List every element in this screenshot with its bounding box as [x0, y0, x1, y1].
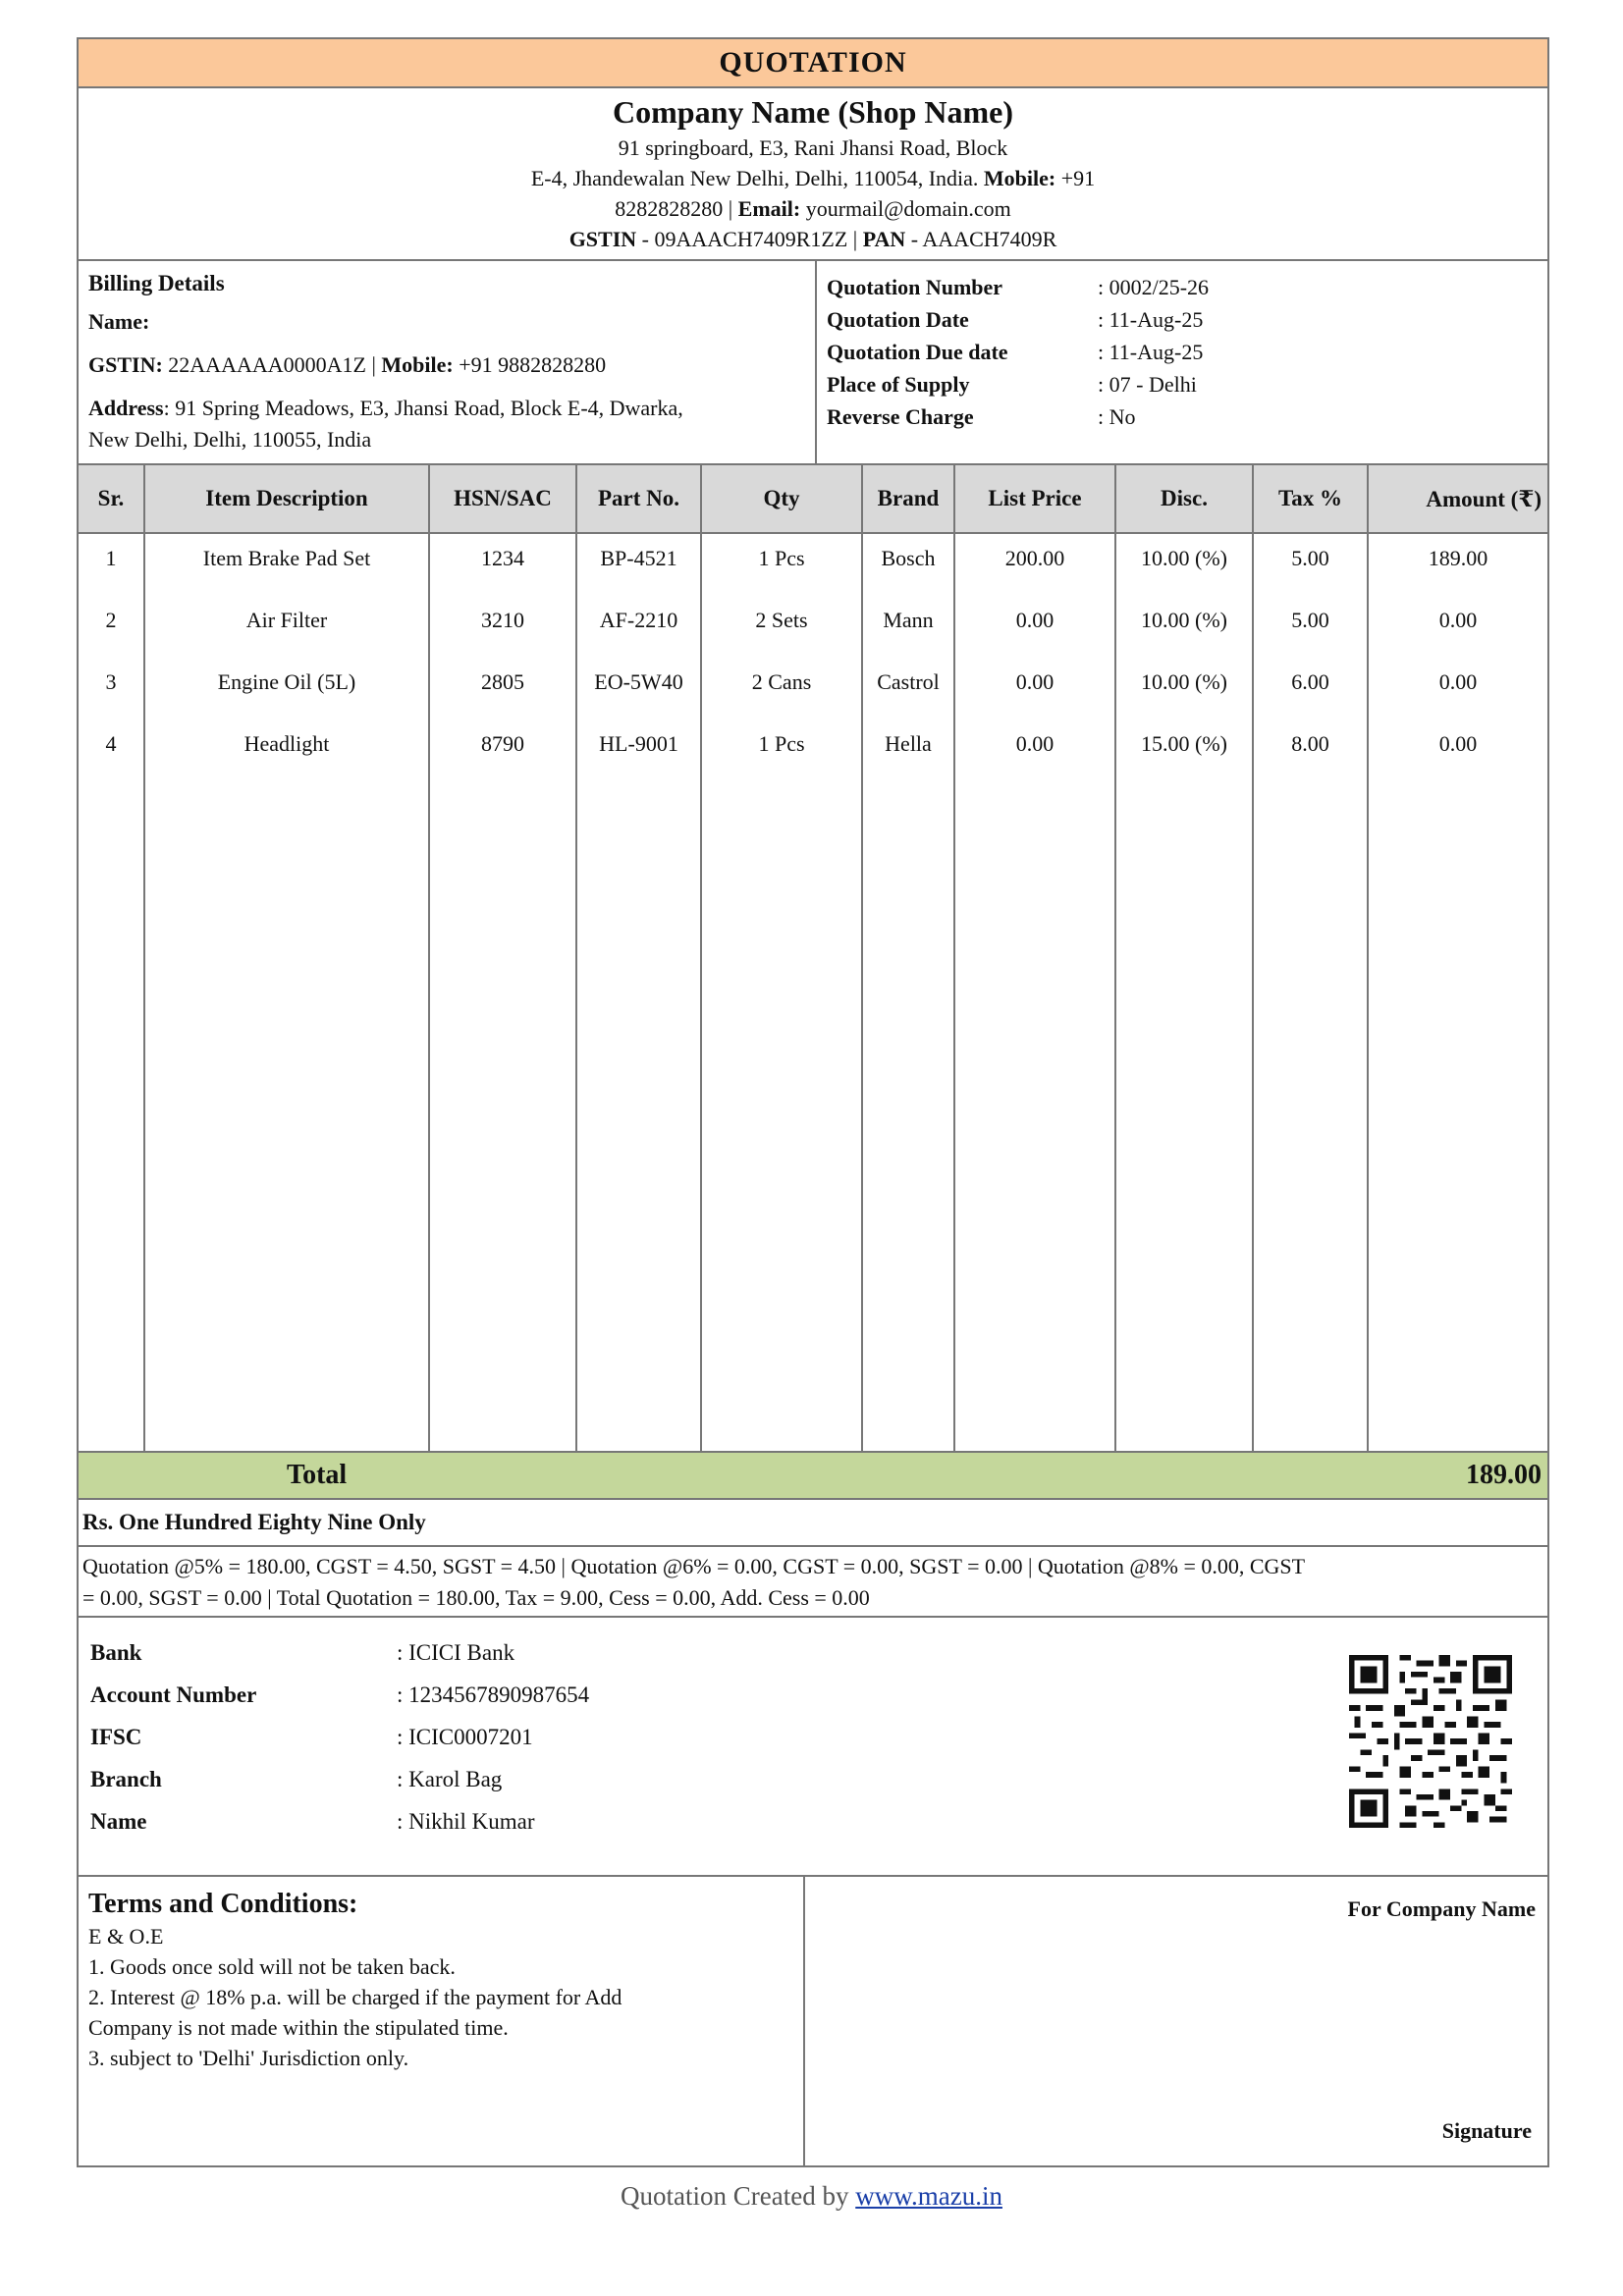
billing-address-row — [88, 393, 805, 455]
place-of-supply-label: Place of Supply — [827, 371, 970, 397]
cell-list-price: 0.00 — [954, 596, 1115, 658]
cell-item-description: Headlight — [144, 720, 429, 781]
reverse-charge-row — [827, 400, 1538, 433]
cell-sr: 4 — [79, 720, 144, 781]
cell-part-no: AF-2210 — [576, 596, 701, 658]
company-pan-label: PAN — [862, 227, 906, 251]
account-name-value: : Nikhil Kumar — [397, 1808, 535, 1834]
quotation-due-date-row — [827, 336, 1538, 368]
account-number-label: Account Number — [90, 1682, 257, 1707]
place-of-supply-row — [827, 368, 1538, 400]
cell-amount: 0.00 — [1438, 669, 1478, 694]
cell-tax: 6.00 — [1253, 658, 1368, 720]
company-mobile-label: Mobile: — [983, 166, 1056, 190]
footer-link[interactable]: www.mazu.in — [855, 2181, 1002, 2211]
cell-hsn-sac: 8790 — [429, 720, 576, 781]
bank-row — [90, 1631, 1536, 1674]
cell-qty: 2 Sets — [701, 596, 862, 658]
col-header-sr: Sr. — [79, 465, 144, 533]
billing-details — [79, 261, 817, 463]
account-number-value: : 1234567890987654 — [397, 1682, 590, 1707]
col-header-item-description: Item Description — [144, 465, 429, 533]
for-company-label: For Company Name — [1347, 1896, 1536, 1921]
ifsc-value: : ICIC0007201 — [397, 1724, 533, 1749]
bank-value: : ICICI Bank — [397, 1639, 515, 1665]
terms-line: E & O.E — [88, 1924, 164, 1949]
cell-part-no: BP-4521 — [576, 533, 701, 596]
col-header-tax: Tax % — [1253, 465, 1368, 533]
billing-gstin: 22AAAAAA0000A1Z — [168, 352, 366, 377]
col-header-part-no: Part No. — [576, 465, 701, 533]
cell-sr: 1 — [79, 533, 144, 596]
cell-hsn-sac: 3210 — [429, 596, 576, 658]
bank-details — [79, 1618, 1547, 1877]
company-mobile-prefix: +91 — [1060, 166, 1096, 190]
cell-list-price: 0.00 — [954, 720, 1115, 781]
billing-gstin-row: GSTIN: 22AAAAAA0000A1Z | Mobile: +91 9882828280 — [88, 352, 607, 377]
tax-summary-line2: = 0.00, SGST = 0.00 | Total Quotation = 180.00, Tax = 9.00, Cess = 0.00, Add. Cess = 0.00 — [82, 1585, 870, 1610]
amount-in-words: Rs. One Hundred Eighty Nine Only — [79, 1500, 1547, 1547]
cell-amount: 189.00 — [1428, 546, 1488, 570]
col-header-disc: Disc. — [1115, 465, 1253, 533]
cell-amount: 0.00 — [1438, 608, 1478, 632]
items-table-section — [79, 465, 1547, 1453]
terms-line: 3. subject to 'Delhi' Jurisdiction only. — [88, 2046, 409, 2070]
cell-brand: Mann — [862, 596, 954, 658]
info-section — [79, 261, 1547, 465]
account-number-row — [90, 1674, 1536, 1716]
tax-summary-line1: Quotation @5% = 180.00, CGST = 4.50, SGST = 4.50 | Quotation @6% = 0.00, CGST = 0.00, SGST = 0.00 | Quotation @8% = 0.00, CGST — [82, 1554, 1306, 1578]
col-header-amount: Amount (₹) — [1368, 465, 1547, 533]
cell-disc: 10.00 (%) — [1115, 658, 1253, 720]
total-bar — [79, 1453, 1547, 1500]
total-label: Total — [287, 1460, 348, 1490]
cell-brand: Hella — [862, 720, 954, 781]
company-pan: AAACH7409R — [922, 227, 1057, 251]
cell-disc: 15.00 (%) — [1115, 720, 1253, 781]
terms-and-conditions — [79, 1877, 805, 2167]
cell-list-price: 0.00 — [954, 658, 1115, 720]
cell-item-description: Item Brake Pad Set — [144, 533, 429, 596]
branch-value: : Karol Bag — [397, 1766, 503, 1791]
cell-brand: Castrol — [862, 658, 954, 720]
quotation-due-date-label: Quotation Due date — [827, 339, 1008, 364]
company-email: yourmail@domain.com — [805, 196, 1011, 221]
col-header-hsn-sac: HSN/SAC — [429, 465, 576, 533]
reverse-charge-value: : No — [1098, 403, 1136, 429]
cell-part-no: EO-5W40 — [576, 658, 701, 720]
footer-text: Quotation Created by — [621, 2181, 849, 2211]
terms-line: 2. Interest @ 18% p.a. will be charged if the payment for Add — [88, 1985, 622, 2009]
account-name-label: Name — [90, 1808, 147, 1834]
company-gstin: 09AAACH7409R1ZZ — [654, 227, 848, 251]
cell-tax: 5.00 — [1253, 533, 1368, 596]
terms-section — [79, 1877, 1547, 2167]
cell-disc: 10.00 (%) — [1115, 596, 1253, 658]
document-title: QUOTATION — [79, 39, 1547, 88]
footer — [0, 2181, 1623, 2212]
col-header-list-price: List Price — [954, 465, 1115, 533]
signature-label: Signature — [1441, 2118, 1532, 2143]
quotation-number-row — [827, 271, 1538, 303]
table-row — [79, 533, 1547, 596]
ifsc-label: IFSC — [90, 1724, 142, 1749]
quotation-date-label: Quotation Date — [827, 306, 969, 332]
cell-tax: 8.00 — [1253, 720, 1368, 781]
billing-mobile-label: Mobile: — [381, 352, 454, 377]
table-row — [79, 658, 1547, 720]
cell-part-no: HL-9001 — [576, 720, 701, 781]
cell-disc: 10.00 (%) — [1115, 533, 1253, 596]
company-contact-line: 8282828280 | Email: yourmail@domain.com — [615, 196, 1011, 221]
terms-header: Terms and Conditions: — [88, 1889, 358, 1919]
quotation-number-label: Quotation Number — [827, 274, 1003, 299]
company-header — [79, 88, 1547, 261]
cell-sr: 3 — [79, 658, 144, 720]
terms-line: 1. Goods once sold will not be taken back. — [88, 1954, 456, 1979]
cell-amount: 0.00 — [1438, 731, 1478, 756]
account-name-row — [90, 1800, 1536, 1842]
cell-hsn-sac: 1234 — [429, 533, 576, 596]
table-row — [79, 596, 1547, 658]
cell-hsn-sac: 2805 — [429, 658, 576, 720]
cell-brand: Bosch — [862, 533, 954, 596]
col-header-qty: Qty — [701, 465, 862, 533]
cell-item-description: Engine Oil (5L) — [144, 658, 429, 720]
ifsc-row — [90, 1716, 1536, 1758]
billing-name-row — [88, 306, 805, 338]
table-row — [79, 720, 1547, 781]
company-mobile-number: 8282828280 — [615, 196, 724, 221]
quotation-date-value: : 11-Aug-25 — [1098, 306, 1204, 332]
company-address-line1: 91 springboard, E3, Rani Jhansi Road, Block — [618, 135, 1008, 160]
company-address-text: E-4, Jhandewalan New Delhi, Delhi, 110054, India. — [530, 166, 979, 190]
branch-label: Branch — [90, 1766, 162, 1791]
table-header-row — [79, 465, 1547, 533]
quotation-date-row — [827, 303, 1538, 336]
cell-item-description: Air Filter — [144, 596, 429, 658]
tax-summary — [79, 1547, 1547, 1618]
branch-row — [90, 1758, 1536, 1800]
billing-mobile: +91 9882828280 — [459, 352, 607, 377]
cell-sr: 2 — [79, 596, 144, 658]
quotation-document — [77, 37, 1549, 2167]
total-value: 189.00 — [1466, 1460, 1542, 1490]
quotation-number-value: : 0002/25-26 — [1098, 274, 1210, 299]
cell-list-price: 200.00 — [954, 533, 1115, 596]
cell-qty: 2 Cans — [701, 658, 862, 720]
items-table — [79, 465, 1547, 1451]
quotation-due-date-value: : 11-Aug-25 — [1098, 339, 1204, 364]
qr-code-icon — [1349, 1655, 1512, 1828]
company-email-label: Email: — [737, 196, 801, 221]
billing-name-label: Name: — [88, 309, 150, 334]
cell-qty: 1 Pcs — [701, 533, 862, 596]
terms-line: Company is not made within the stipulated time. — [88, 2015, 509, 2040]
billing-address-line2: New Delhi, Delhi, 110055, India — [88, 427, 372, 452]
cell-tax: 5.00 — [1253, 596, 1368, 658]
place-of-supply-value: : 07 - Delhi — [1098, 371, 1197, 397]
reverse-charge-label: Reverse Charge — [827, 403, 974, 429]
col-header-brand: Brand — [862, 465, 954, 533]
cell-qty: 1 Pcs — [701, 720, 862, 781]
billing-header: Billing Details — [88, 271, 225, 295]
bank-label: Bank — [90, 1639, 142, 1665]
billing-gstin-label: GSTIN: — [88, 352, 163, 377]
signature-box — [805, 1877, 1547, 2167]
billing-address-label: Address — [88, 396, 164, 420]
billing-address-line1: : 91 Spring Meadows, E3, Jhansi Road, Block E-4, Dwarka, — [163, 396, 683, 420]
company-gstin-label: GSTIN — [568, 227, 637, 251]
company-name: Company Name (Shop Name) — [613, 94, 1013, 130]
table-filler-row — [79, 781, 1547, 1451]
company-address-line2 — [79, 163, 1547, 193]
company-tax-ids: GSTIN - 09AAACH7409R1ZZ | PAN - AAACH7409R — [568, 227, 1057, 251]
quotation-details — [817, 261, 1547, 463]
